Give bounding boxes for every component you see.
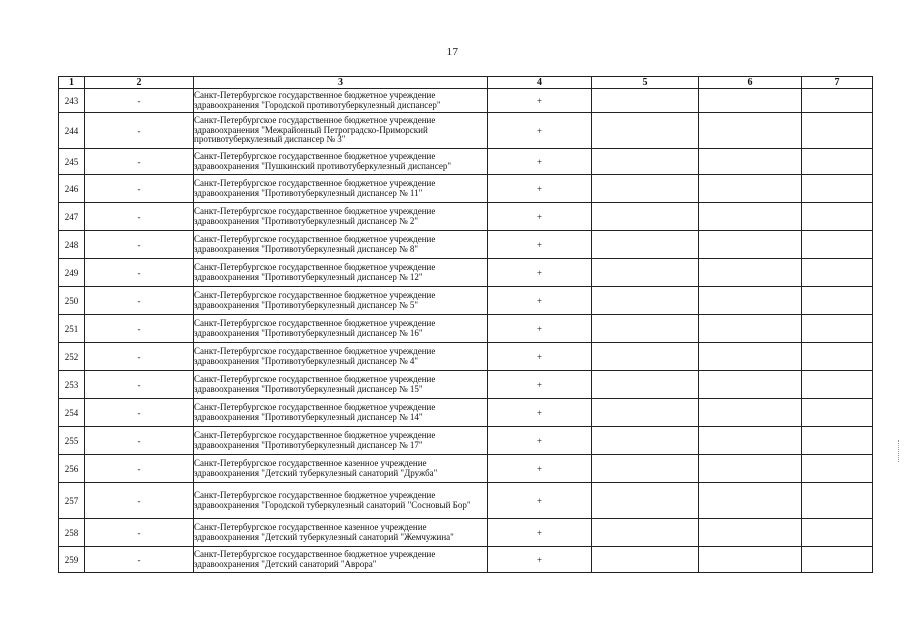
table-row bbox=[59, 89, 873, 113]
page-number: 17 bbox=[446, 46, 459, 58]
row-col5-value bbox=[592, 231, 699, 259]
table-row bbox=[59, 343, 873, 371]
row-col2-value: - bbox=[85, 203, 194, 231]
header-col-1: 1 bbox=[59, 77, 85, 89]
row-col4-mark: + bbox=[488, 427, 592, 455]
table-row bbox=[59, 483, 873, 519]
row-col4-mark: + bbox=[488, 175, 592, 203]
row-number: 247 bbox=[59, 203, 85, 231]
row-col7-value bbox=[802, 231, 873, 259]
row-col4-mark: + bbox=[488, 399, 592, 427]
table-row bbox=[59, 371, 873, 399]
row-col4-mark: + bbox=[488, 343, 592, 371]
institution-name: Санкт-Петербургское государственное бюджетное учреждение здравоохранения "Пушкинский противотуберкулезный диспансер" bbox=[194, 149, 488, 175]
table-row bbox=[59, 315, 873, 343]
row-col7-value bbox=[802, 89, 873, 113]
table-row bbox=[59, 399, 873, 427]
row-number: 248 bbox=[59, 231, 85, 259]
row-col2-value: - bbox=[85, 519, 194, 547]
row-col6-value bbox=[699, 399, 802, 427]
row-number: 257 bbox=[59, 483, 85, 519]
header-col-3: 3 bbox=[194, 77, 488, 89]
row-number: 252 bbox=[59, 343, 85, 371]
institution-name: Санкт-Петербургское государственное бюджетное учреждение здравоохранения "Городской туберкулезный санаторий "Сосновый Бор" bbox=[194, 483, 488, 519]
row-col4-mark: + bbox=[488, 89, 592, 113]
institution-name: Санкт-Петербургское государственное казенное учреждение здравоохранения "Детский туберкулезный санаторий "Жемчужина" bbox=[194, 519, 488, 547]
row-col7-value bbox=[802, 149, 873, 175]
row-col7-value bbox=[802, 455, 873, 483]
row-number: 259 bbox=[59, 547, 85, 573]
row-col5-value bbox=[592, 315, 699, 343]
row-col2-value: - bbox=[85, 483, 194, 519]
row-number: 253 bbox=[59, 371, 85, 399]
table-body bbox=[59, 89, 873, 573]
row-col6-value bbox=[699, 343, 802, 371]
row-col2-value: - bbox=[85, 259, 194, 287]
row-col4-mark: + bbox=[488, 371, 592, 399]
table-row bbox=[59, 547, 873, 573]
row-col7-value bbox=[802, 483, 873, 519]
row-col7-value bbox=[802, 519, 873, 547]
row-col2-value: - bbox=[85, 175, 194, 203]
row-col2-value: - bbox=[85, 343, 194, 371]
row-col4-mark: + bbox=[488, 113, 592, 149]
header-col-7: 7 bbox=[802, 77, 873, 89]
row-number: 251 bbox=[59, 315, 85, 343]
row-col6-value bbox=[699, 231, 802, 259]
table-row bbox=[59, 519, 873, 547]
row-col7-value bbox=[802, 203, 873, 231]
institution-name: Санкт-Петербургское государственное бюджетное учреждение здравоохранения "Противотуберкулезный диспансер № 12" bbox=[194, 259, 488, 287]
row-col6-value bbox=[699, 203, 802, 231]
institution-name: Санкт-Петербургское государственное казенное учреждение здравоохранения "Детский туберкулезный санаторий "Дружба" bbox=[194, 455, 488, 483]
row-col6-value bbox=[699, 483, 802, 519]
row-col2-value: - bbox=[85, 547, 194, 573]
institution-name: Санкт-Петербургское государственное бюджетное учреждение здравоохранения "Противотуберкулезный диспансер № 4" bbox=[194, 343, 488, 371]
row-number: 258 bbox=[59, 519, 85, 547]
institution-name: Санкт-Петербургское государственное бюджетное учреждение здравоохранения "Противотуберкулезный диспансер № 11" bbox=[194, 175, 488, 203]
row-col6-value bbox=[699, 113, 802, 149]
row-col7-value bbox=[802, 427, 873, 455]
row-col4-mark: + bbox=[488, 547, 592, 573]
row-col6-value bbox=[699, 455, 802, 483]
row-col6-value bbox=[699, 259, 802, 287]
row-col4-mark: + bbox=[488, 231, 592, 259]
row-number: 250 bbox=[59, 287, 85, 315]
table-row bbox=[59, 149, 873, 175]
institution-name: Санкт-Петербургское государственное бюджетное учреждение здравоохранения "Противотуберкулезный диспансер № 5" bbox=[194, 287, 488, 315]
institution-name: Санкт-Петербургское государственное бюджетное учреждение здравоохранения "Межрайонный Петроградско-Приморский противотуберкулезный диспансер № 3" bbox=[194, 113, 488, 149]
row-col4-mark: + bbox=[488, 483, 592, 519]
institution-name: Санкт-Петербургское государственное бюджетное учреждение здравоохранения "Противотуберкулезный диспансер № 15" bbox=[194, 371, 488, 399]
row-col7-value bbox=[802, 175, 873, 203]
table-row bbox=[59, 259, 873, 287]
row-col4-mark: + bbox=[488, 203, 592, 231]
table-row bbox=[59, 113, 873, 149]
row-col6-value bbox=[699, 427, 802, 455]
institution-name: Санкт-Петербургское государственное бюджетное учреждение здравоохранения "Детский санаторий "Аврора" bbox=[194, 547, 488, 573]
row-col2-value: - bbox=[85, 149, 194, 175]
header-row bbox=[59, 77, 873, 89]
institution-name: Санкт-Петербургское государственное бюджетное учреждение здравоохранения "Противотуберкулезный диспансер № 17" bbox=[194, 427, 488, 455]
row-col6-value bbox=[699, 371, 802, 399]
row-col4-mark: + bbox=[488, 287, 592, 315]
row-col5-value bbox=[592, 175, 699, 203]
row-col5-value bbox=[592, 89, 699, 113]
row-number: 243 bbox=[59, 89, 85, 113]
row-col6-value bbox=[699, 519, 802, 547]
row-col2-value: - bbox=[85, 315, 194, 343]
row-col6-value bbox=[699, 315, 802, 343]
header-col-2: 2 bbox=[85, 77, 194, 89]
row-col2-value: - bbox=[85, 455, 194, 483]
row-col6-value bbox=[699, 149, 802, 175]
row-col2-value: - bbox=[85, 287, 194, 315]
row-col5-value bbox=[592, 399, 699, 427]
row-number: 246 bbox=[59, 175, 85, 203]
table-header bbox=[59, 77, 873, 89]
table-row bbox=[59, 231, 873, 259]
row-number: 255 bbox=[59, 427, 85, 455]
scan-edge-mark bbox=[898, 440, 900, 462]
table-row bbox=[59, 287, 873, 315]
institution-name: Санкт-Петербургское государственное бюджетное учреждение здравоохранения "Городской противотуберкулезный диспансер" bbox=[194, 89, 488, 113]
row-col5-value bbox=[592, 149, 699, 175]
row-col2-value: - bbox=[85, 399, 194, 427]
row-col4-mark: + bbox=[488, 315, 592, 343]
table-row bbox=[59, 427, 873, 455]
header-col-4: 4 bbox=[488, 77, 592, 89]
row-col4-mark: + bbox=[488, 519, 592, 547]
row-number: 249 bbox=[59, 259, 85, 287]
row-col7-value bbox=[802, 547, 873, 573]
institution-name: Санкт-Петербургское государственное бюджетное учреждение здравоохранения "Противотуберкулезный диспансер № 14" bbox=[194, 399, 488, 427]
row-col4-mark: + bbox=[488, 259, 592, 287]
row-number: 244 bbox=[59, 113, 85, 149]
row-col6-value bbox=[699, 175, 802, 203]
row-col7-value bbox=[802, 399, 873, 427]
row-col7-value bbox=[802, 315, 873, 343]
row-col5-value bbox=[592, 427, 699, 455]
header-col-6: 6 bbox=[699, 77, 802, 89]
table-row bbox=[59, 203, 873, 231]
row-col5-value bbox=[592, 259, 699, 287]
row-col5-value bbox=[592, 343, 699, 371]
row-col5-value bbox=[592, 519, 699, 547]
row-number: 245 bbox=[59, 149, 85, 175]
row-col6-value bbox=[699, 547, 802, 573]
row-col7-value bbox=[802, 343, 873, 371]
row-number: 256 bbox=[59, 455, 85, 483]
row-col5-value bbox=[592, 113, 699, 149]
header-col-5: 5 bbox=[592, 77, 699, 89]
row-col2-value: - bbox=[85, 231, 194, 259]
row-col7-value bbox=[802, 287, 873, 315]
institution-name: Санкт-Петербургское государственное бюджетное учреждение здравоохранения "Противотуберкулезный диспансер № 2" bbox=[194, 203, 488, 231]
row-col5-value bbox=[592, 203, 699, 231]
row-col2-value: - bbox=[85, 427, 194, 455]
row-col4-mark: + bbox=[488, 455, 592, 483]
row-col6-value bbox=[699, 287, 802, 315]
row-col2-value: - bbox=[85, 113, 194, 149]
row-col5-value bbox=[592, 455, 699, 483]
institution-name: Санкт-Петербургское государственное бюджетное учреждение здравоохранения "Противотуберкулезный диспансер № 16" bbox=[194, 315, 488, 343]
row-number: 254 bbox=[59, 399, 85, 427]
row-col5-value bbox=[592, 287, 699, 315]
row-col7-value bbox=[802, 259, 873, 287]
row-col7-value bbox=[802, 113, 873, 149]
row-col5-value bbox=[592, 371, 699, 399]
row-col4-mark: + bbox=[488, 149, 592, 175]
registry-table bbox=[58, 76, 873, 573]
table-row bbox=[59, 175, 873, 203]
row-col2-value: - bbox=[85, 89, 194, 113]
institution-name: Санкт-Петербургское государственное бюджетное учреждение здравоохранения "Противотуберкулезный диспансер № 8" bbox=[194, 231, 488, 259]
row-col7-value bbox=[802, 371, 873, 399]
row-col2-value: - bbox=[85, 371, 194, 399]
row-col6-value bbox=[699, 89, 802, 113]
table-row bbox=[59, 455, 873, 483]
row-col5-value bbox=[592, 483, 699, 519]
row-col5-value bbox=[592, 547, 699, 573]
